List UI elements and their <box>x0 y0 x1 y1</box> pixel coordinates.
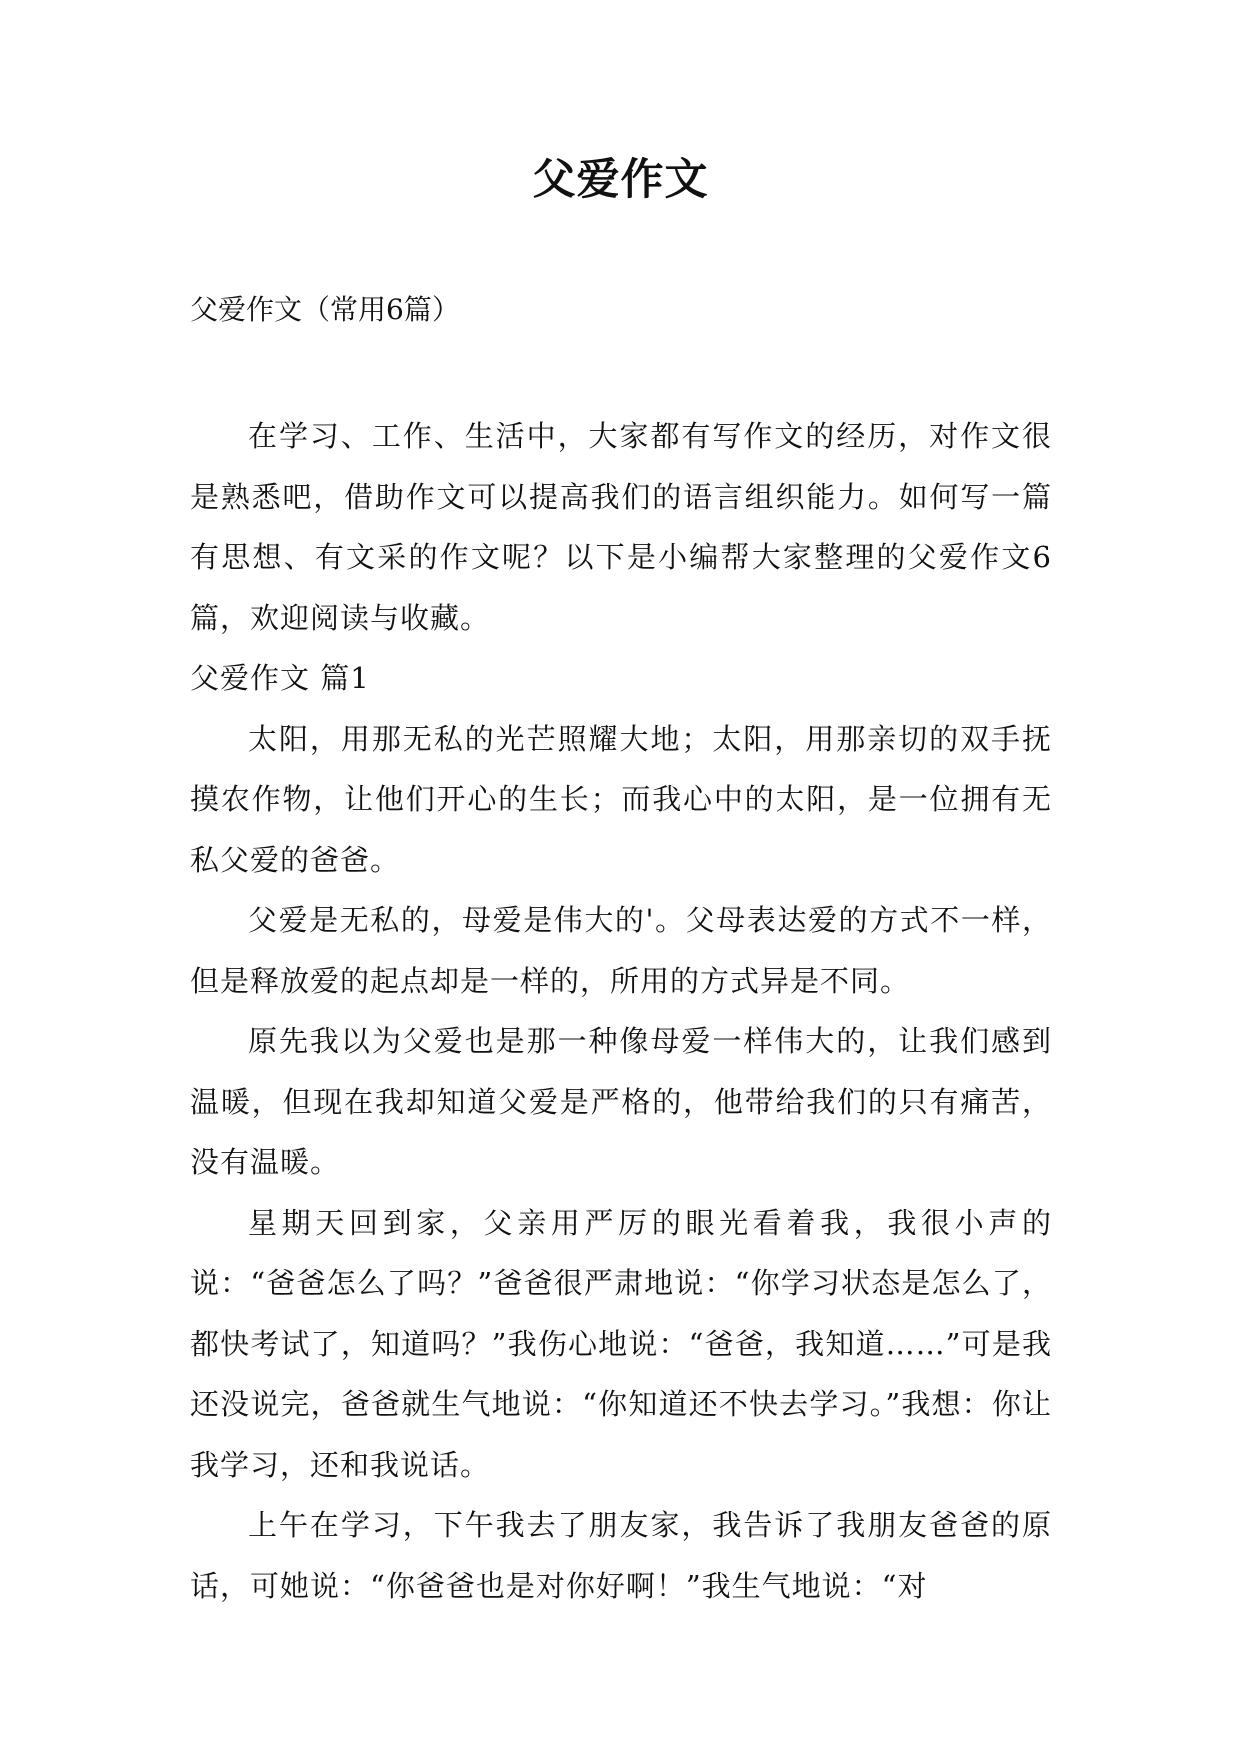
document-subtitle: 父爱作文（常用6篇） <box>190 293 460 326</box>
body-paragraph: 在学习、工作、生活中，大家都有写作文的经历，对作文很是熟悉吧，借助作文可以提高我们的语言组织能力。如何写一篇有思想、有文采的作文呢？以下是小编帮大家整理的父爱作文6篇，欢迎阅读与收藏。 <box>190 419 1052 635</box>
section-heading: 父爱作文 篇1 <box>190 661 370 695</box>
body-paragraph: 上午在学习，下午我去了朋友家，我告诉了我朋友爸爸的原话，可她说：“你爸爸也是对你好啊！”我生气地说：“对 <box>190 1508 1052 1603</box>
body-paragraph: 太阳，用那无私的光芒照耀大地；太阳，用那亲切的双手抚摸农作物，让他们开心的生长；而我心中的太阳，是一位拥有无私父爱的爸爸。 <box>190 721 1052 877</box>
body-paragraph: 父爱是无私的，母爱是伟大的'。父母表达爱的方式不一样，但是释放爱的起点却是一样的，所用的方式异是不同。 <box>190 903 1052 998</box>
document-body <box>190 406 1052 1616</box>
body-paragraph: 原先我以为父爱也是那一种像母爱一样伟大的，让我们感到温暖，但现在我却知道父爱是严格的，他带给我们的只有痛苦，没有温暖。 <box>190 1024 1052 1179</box>
body-paragraph: 星期天回到家，父亲用严厉的眼光看着我，我很小声的说：“爸爸怎么了吗？”爸爸很严肃地说：“你学习状态是怎么了，都快考试了，知道吗？”我伤心地说：“爸爸，我知道……”可是我还没说完，爸爸就生气地说：“你知道还不快去学习。”我想：你让我学习，还和我说话。 <box>190 1205 1052 1482</box>
document-title: 父爱作文 <box>532 155 709 205</box>
